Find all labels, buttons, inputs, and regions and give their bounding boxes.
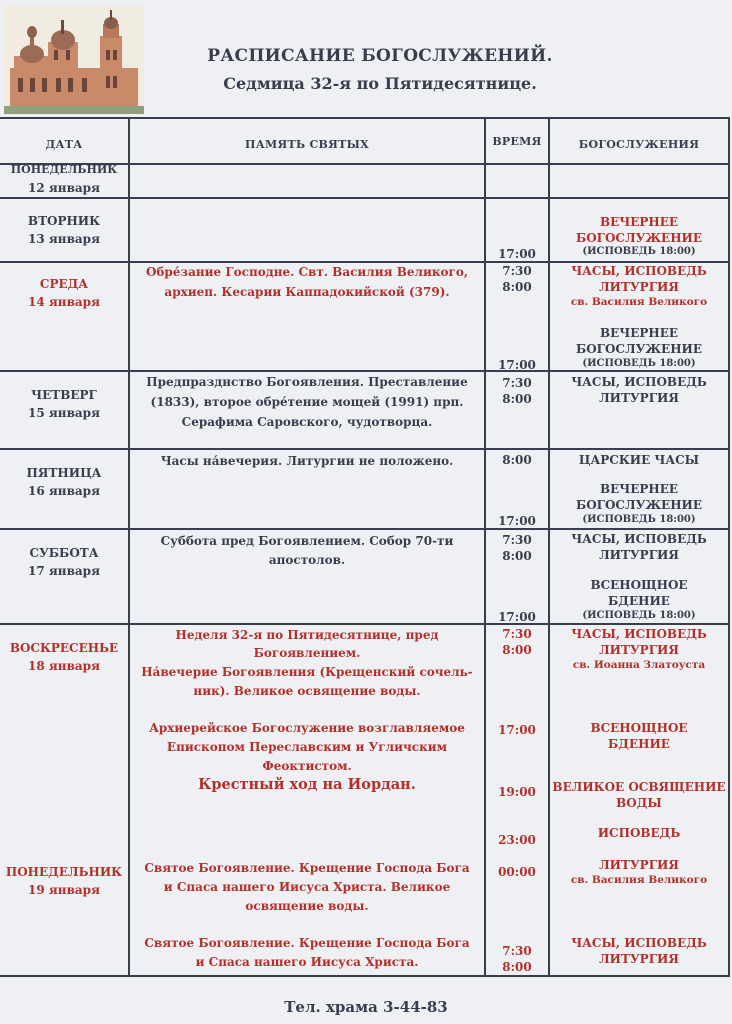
saints-line: ник). Великое освящение воды. bbox=[193, 684, 421, 698]
day-date: 13 января bbox=[28, 232, 100, 246]
service-time: 00:00 bbox=[498, 865, 536, 879]
saints-line: Предпразднство Богоявления. Преставление bbox=[146, 375, 468, 389]
page-subtitle: Седмица 32-я по Пятидесятнице. bbox=[223, 74, 537, 93]
service-line: ЧАСЫ, ИСПОВЕДЬ bbox=[571, 627, 707, 641]
day-date: 12 января bbox=[28, 181, 100, 195]
service-time: 23:00 bbox=[498, 833, 536, 847]
service-note: (ИСПОВЕДЬ 18:00) bbox=[582, 358, 696, 369]
service-line: ЧАСЫ, ИСПОВЕДЬ bbox=[571, 532, 707, 546]
service-line: ВСЕНОЩНОЕ bbox=[590, 578, 688, 592]
saints-line: Обре́зание Господне. Свт. Василия Великого, bbox=[145, 265, 469, 279]
service-line: ВЕЧЕРНЕЕ bbox=[599, 326, 679, 340]
column-header-time: ВРЕМЯ bbox=[492, 135, 542, 148]
day-date: 18 января bbox=[28, 659, 100, 673]
service-time: 8:00 bbox=[502, 643, 532, 657]
service-time: 17:00 bbox=[498, 247, 536, 261]
saints-line: Неделя 32-я по Пятидесятнице, пред bbox=[175, 628, 439, 642]
saints-line: Святое Богоявление. Крещение Господа Бога bbox=[144, 936, 470, 950]
service-note: св. Иоанна Златоуста bbox=[572, 659, 706, 671]
service-time: 8:00 bbox=[502, 280, 532, 294]
service-note: (ИСПОВЕДЬ 18:00) bbox=[582, 246, 696, 257]
page-title: РАСПИСАНИЕ БОГОСЛУЖЕНИЙ. bbox=[207, 46, 553, 66]
service-line: БОГОСЛУЖЕНИЕ bbox=[575, 498, 703, 512]
day-date: 19 января bbox=[28, 883, 100, 897]
service-time: 8:00 bbox=[502, 392, 532, 406]
service-note: св. Василия Великого bbox=[570, 874, 708, 886]
day-name: ВТОРНИК bbox=[27, 214, 101, 228]
service-note: (ИСПОВЕДЬ 18:00) bbox=[582, 514, 696, 525]
saints-line: На́вечерие Богоявления (Крещенский сочель- bbox=[141, 665, 473, 679]
service-time: 7:30 bbox=[502, 264, 532, 278]
day-date: 17 января bbox=[28, 564, 100, 578]
service-line: ЛИТУРГИЯ bbox=[599, 952, 679, 966]
saints-line: архиеп. Кесарии Каппадокийской (379). bbox=[164, 285, 450, 299]
day-date: 16 января bbox=[28, 484, 100, 498]
service-line: ЛИТУРГИЯ bbox=[599, 548, 679, 562]
service-time: 17:00 bbox=[498, 610, 536, 624]
service-line: БОГОСЛУЖЕНИЕ bbox=[575, 342, 703, 356]
service-line: ЛИТУРГИЯ bbox=[599, 858, 679, 872]
service-line: БДЕНИЕ bbox=[608, 594, 670, 608]
service-line: ВОДЫ bbox=[616, 796, 662, 810]
day-name: ПОНЕДЕЛЬНИК bbox=[10, 163, 118, 176]
saints-line: Епископом Переславским и Угличским bbox=[166, 740, 448, 754]
service-line: ИСПОВЕДЬ bbox=[597, 826, 681, 840]
service-time: 17:00 bbox=[498, 358, 536, 372]
footer-phone: Тел. храма 3-44-83 bbox=[284, 998, 448, 1016]
saints-line: (1833), второе обре́тение мощей (1991) прп. bbox=[150, 395, 464, 409]
day-date: 14 января bbox=[28, 295, 100, 309]
day-name: ПОНЕДЕЛЬНИК bbox=[5, 865, 123, 879]
saints-line: и Спаса нашего Иисуса Христа. Великое bbox=[163, 880, 451, 894]
day-name: ЧЕТВЕРГ bbox=[31, 388, 97, 402]
saints-line: Святое Богоявление. Крещение Господа Бога bbox=[144, 861, 470, 875]
service-note: св. Василия Великого bbox=[570, 296, 708, 308]
church-illustration bbox=[4, 6, 144, 114]
service-time: 17:00 bbox=[498, 723, 536, 737]
saints-line: Богоявлением. bbox=[253, 646, 361, 660]
service-time: 7:30 bbox=[502, 533, 532, 547]
saints-line: Часы на́вечерия. Литургии не положено. bbox=[160, 454, 454, 468]
service-time: 8:00 bbox=[502, 960, 532, 974]
service-line: БДЕНИЕ bbox=[608, 737, 670, 751]
day-date: 15 января bbox=[28, 406, 100, 420]
service-time: 17:00 bbox=[498, 514, 536, 528]
service-line: ЛИТУРГИЯ bbox=[599, 280, 679, 294]
service-line: ЧАСЫ, ИСПОВЕДЬ bbox=[571, 375, 707, 389]
service-line: ЛИТУРГИЯ bbox=[599, 643, 679, 657]
saints-line: Серафима Саровского, чудотворца. bbox=[181, 415, 433, 429]
saints-line: Суббота пред Богоявлением. Собор 70-ти bbox=[160, 534, 454, 548]
day-name: ВОСКРЕСЕНЬЕ bbox=[9, 641, 119, 655]
service-time: 8:00 bbox=[502, 453, 532, 467]
service-line: ЧАСЫ, ИСПОВЕДЬ bbox=[571, 936, 707, 950]
service-line: ВСЕНОЩНОЕ bbox=[590, 721, 688, 735]
service-time: 7:30 bbox=[502, 376, 532, 390]
service-line: ВЕЛИКОЕ ОСВЯЩЕНИЕ bbox=[552, 780, 726, 794]
service-time: 8:00 bbox=[502, 549, 532, 563]
day-name: ПЯТНИЦА bbox=[26, 466, 102, 480]
saints-line: Архиерейское Богослужение возглавляемое bbox=[149, 721, 465, 735]
page-header bbox=[0, 0, 732, 118]
service-time: 19:00 bbox=[498, 785, 536, 799]
service-line: ВЕЧЕРНЕЕ bbox=[599, 482, 679, 496]
column-header-date: ДАТА bbox=[45, 138, 83, 151]
day-name: СУББОТА bbox=[29, 546, 99, 560]
service-note: (ИСПОВЕДЬ 18:00) bbox=[582, 610, 696, 621]
saints-line: освящение воды. bbox=[245, 899, 369, 913]
service-line: ЧАСЫ, ИСПОВЕДЬ bbox=[571, 264, 707, 278]
column-header-services: БОГОСЛУЖЕНИЯ bbox=[578, 138, 700, 151]
service-line: ЛИТУРГИЯ bbox=[599, 391, 679, 405]
service-line: ЦАРСКИЕ ЧАСЫ bbox=[578, 453, 700, 467]
saints-line-highlight: Крестный ход на Иордан. bbox=[198, 776, 416, 793]
service-time: 7:30 bbox=[502, 944, 532, 958]
saints-line: и Спаса нашего Иисуса Христа. bbox=[195, 955, 419, 969]
saints-line: апостолов. bbox=[268, 553, 346, 567]
service-line: ВЕЧЕРНЕЕ bbox=[599, 215, 679, 229]
saints-line: Феоктистом. bbox=[262, 759, 352, 773]
service-time: 7:30 bbox=[502, 627, 532, 641]
column-header-saints: ПАМЯТЬ СВЯТЫХ bbox=[245, 138, 369, 151]
day-name: СРЕДА bbox=[39, 277, 89, 291]
service-line: БОГОСЛУЖЕНИЕ bbox=[575, 231, 703, 245]
